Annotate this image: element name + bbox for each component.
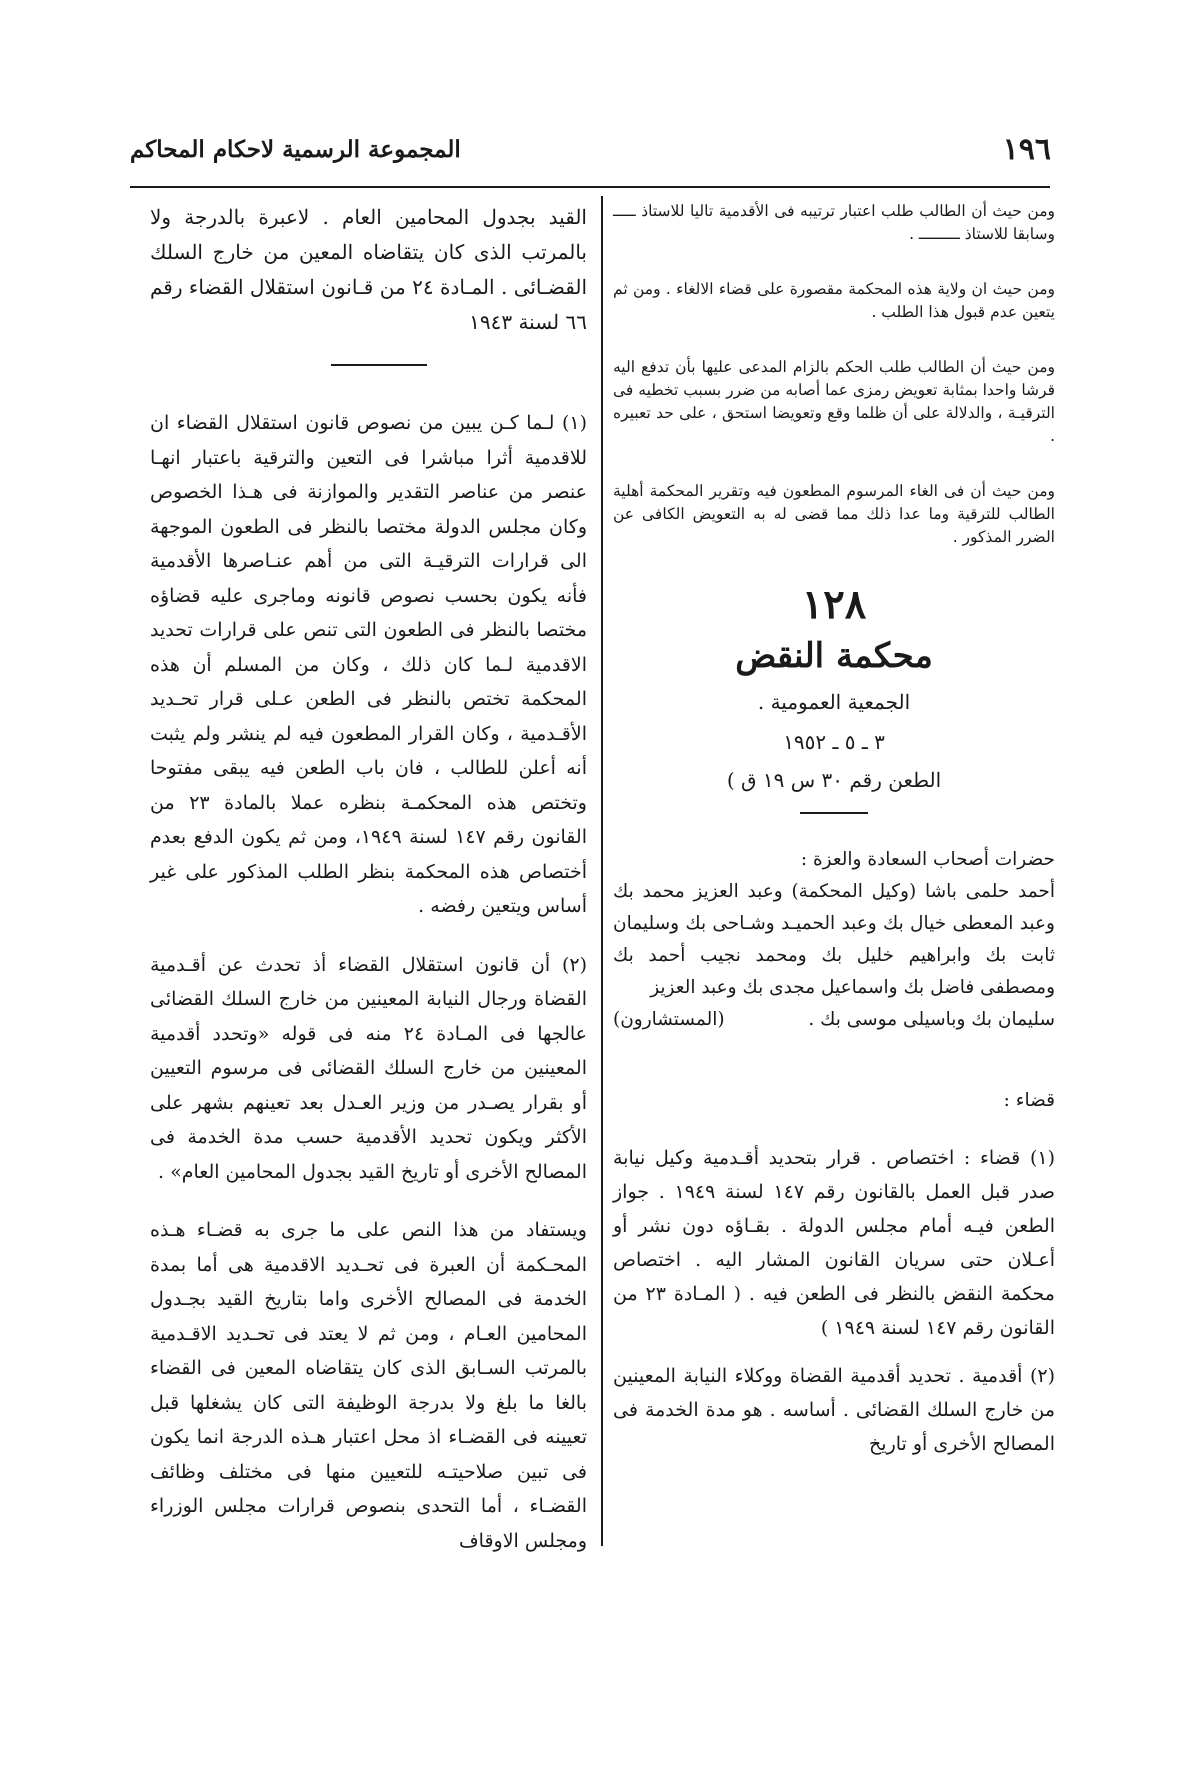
right-column [613,200,1055,1475]
paragraph: (٢) أن قانون استقلال القضاء أذ تحدث عن أقـدمية القضاة ورجال النيابة المعينين من خارج السلك القضائى عالجها فى المـادة ٢٤ منه فى قوله «وتحدد أقدمية المعينين من خارج السلك القضائى فى مرسوم التعيين أو بقرار يصـدر من وزير العـدل بعد تعينهم بشهر على الأكثر ويكون تحديد الأقدمية حسب مدة الخدمة فى المصالح الأخرى أو تاريخ القيد بجدول المحامين العام» . [150,953,587,1183]
court-name: محكمة النقض [735,636,933,676]
paragraph: ويستفاد من هذا النص على ما جرى به قضـاء هـذه المحـكمة أن العبرة فى تحـديد الاقدمية هى أما بمدة الخدمة فى المصالح الأخرى واما بتاريخ القيد بجـدول المحامين العـام ، ومن ثم لا يعتد فى تحـديد الاقـدمية بالمرتب السـابق الذى كان يتقاضاه المعين فى القضاء بالغا ما بلغ ولا بدرجة الوظيفة التى كان يشغلها قبل تعيينه فى القضـاء اذ محل اعتبار هـذه الدرجة انما يكون فى تبين صلاحيتـه للتعيين منها فى مختلف وظائف القضـاء ، أما التحدى بنصوص قرارات مجلس الوزراء ومجلس الاوقاف [150,1219,587,1552]
case-number: ١٢٨ [801,581,867,628]
paragraph: ومن حيث ان ولاية هذه المحكمة مقصورة على قضاء الالغاء . ومن ثم يتعين عدم قبول هذا الطلب . [613,280,1055,321]
session-name: الجمعية العمومية . [757,690,911,714]
paragraph: القيد بجدول المحامين العام . لاعبرة بالدرجة ولا بالمرتب الذى كان يتقاضاه المعين من خارج السلك القضـائى . المـادة ٢٤ من قـانون استقلال القضاء رقم ٦٦ لسنة ١٩٤٣ [150,205,587,334]
ruling-item: (٢) أقدمية . تحديد أقدمية القضاة ووكلاء النيابة المعينين من خارج السلك القضائى . أساسه . هو مدة الخدمة فى المصالح الأخرى أو تاريخ [613,1365,1055,1455]
appeal-number: الطعن رقم ٣٠ س ١٩ ق ) [726,768,942,792]
judges-intro: حضرات أصحاب السعادة والعزة : [800,849,1055,870]
page-header [130,132,1051,182]
ruling-item: (١) قضاء : اختصاص . قرار بتحديد أقـدمية وكيل نيابة صدر قبل العمل بالقانون رقم ١٤٧ لسنة ١٩٤٩ . جواز الطعن فيـه أمام مجلس الدولة . بقـاؤه دون نشر أو أعـلان حتى سريان القانون المشار اليه . اختصاص محكمة النقض بالنظر فى الطعن فيه . ( المـادة ٢٣ من القانون رقم ١٤٧ لسنة ١٩٤٩ ) [613,1147,1055,1339]
paragraph: ومن حيث أن الطالب طلب الحكم بالزام المدعى عليها بأن تدفع اليه قرشا واحدا بمثابة تعويض رمزى عما أصابه من ضرر بسبب تخطيه فى الترقيـة ، والدلالة على أن ظلما وقع وتعويضا استحق ، على حد تعبيره . [613,358,1055,445]
section-rule [800,812,868,814]
rulings-label: قضاء : [1003,1090,1055,1111]
running-title: المجموعة الرسمية لاحكام المحاكم [130,136,461,163]
counselors-label: (المستشارون) [613,1009,725,1030]
paragraph: ومن حيث أن فى الغاء المرسوم المطعون فيه وتقرير المحكمة أهلية الطالب للترقية وما عدا ذلك مما قضى له به التعويض الكافى عن الضرر المذكور . [613,482,1055,546]
paragraph: (١) لـما كـن يبين من نصوص قانون استقلال القضاء ان للاقدمية أثرا مباشرا فى التعين والترقية باعتبار انهـا عنصر من عناصر التقدير والموازنة فى هـذا الخصوص وكان مجلس الدولة مختصا بالنظر فى الطعون الموجهة الى قرارات الترقيـة التى من أهم عنـاصرها الأقدمية فأنه يكون بحسب نصوص قانونه وماجرى عليه قضاؤه مختصا بالنظر فى الطعون التى تنص على قرارات تحديد الاقدمية لـما كان ذلك ، وكان من المسلم أن هذه المحكمة تختص بالنظر فى الطعن عـلى قرار تحـديد الأقـدمية ، وكان القرار المطعون فيه لم ينشر ولم يثبت أنه أعلن للطالب ، فان باب الطعن فيه يبقى مفتوحا وتختص هذه المحكمـة بنظره عملا بالمادة ٢٣ من القانون رقم ١٤٧ لسنة ١٩٤٩، ومن ثم يكون الدفع بعدم أختصاص هذه المحكمة بنظر الطلب المذكور على غير أساس ويتعين رفضه . [150,412,587,917]
page-number: ١٩٦ [1002,132,1051,167]
header-rule [130,186,1050,188]
section-rule [331,364,427,366]
judges-last: سليمان بك وباسيلى موسى بك . [808,1009,1055,1030]
column-divider [601,196,603,1546]
left-column [150,200,587,1578]
paragraph: ومن حيث أن الطالب طلب اعتبار ترتيبه فى الأقدمية تاليا للاستاذ ـــــ وسابقا للاستاذ ـــــــــ . [613,202,1055,243]
judges-last-line [613,1004,1055,1036]
judges-list: أحمد حلمى باشا (وكيل المحكمة) وعبد العزيز محمد بك وعبد المعطى خيال بك وعبد الحميـد وشـاحى بك وسليمان ثابت بك وابراهيم خليل بك ومحمد نجيب أحمد بك ومصطفى فاضل بك واسماعيل مجدى بك وعبد العزيز [613,881,1055,998]
ruling-date: ٣ ـ ٥ ـ ١٩٥٢ [783,730,885,754]
